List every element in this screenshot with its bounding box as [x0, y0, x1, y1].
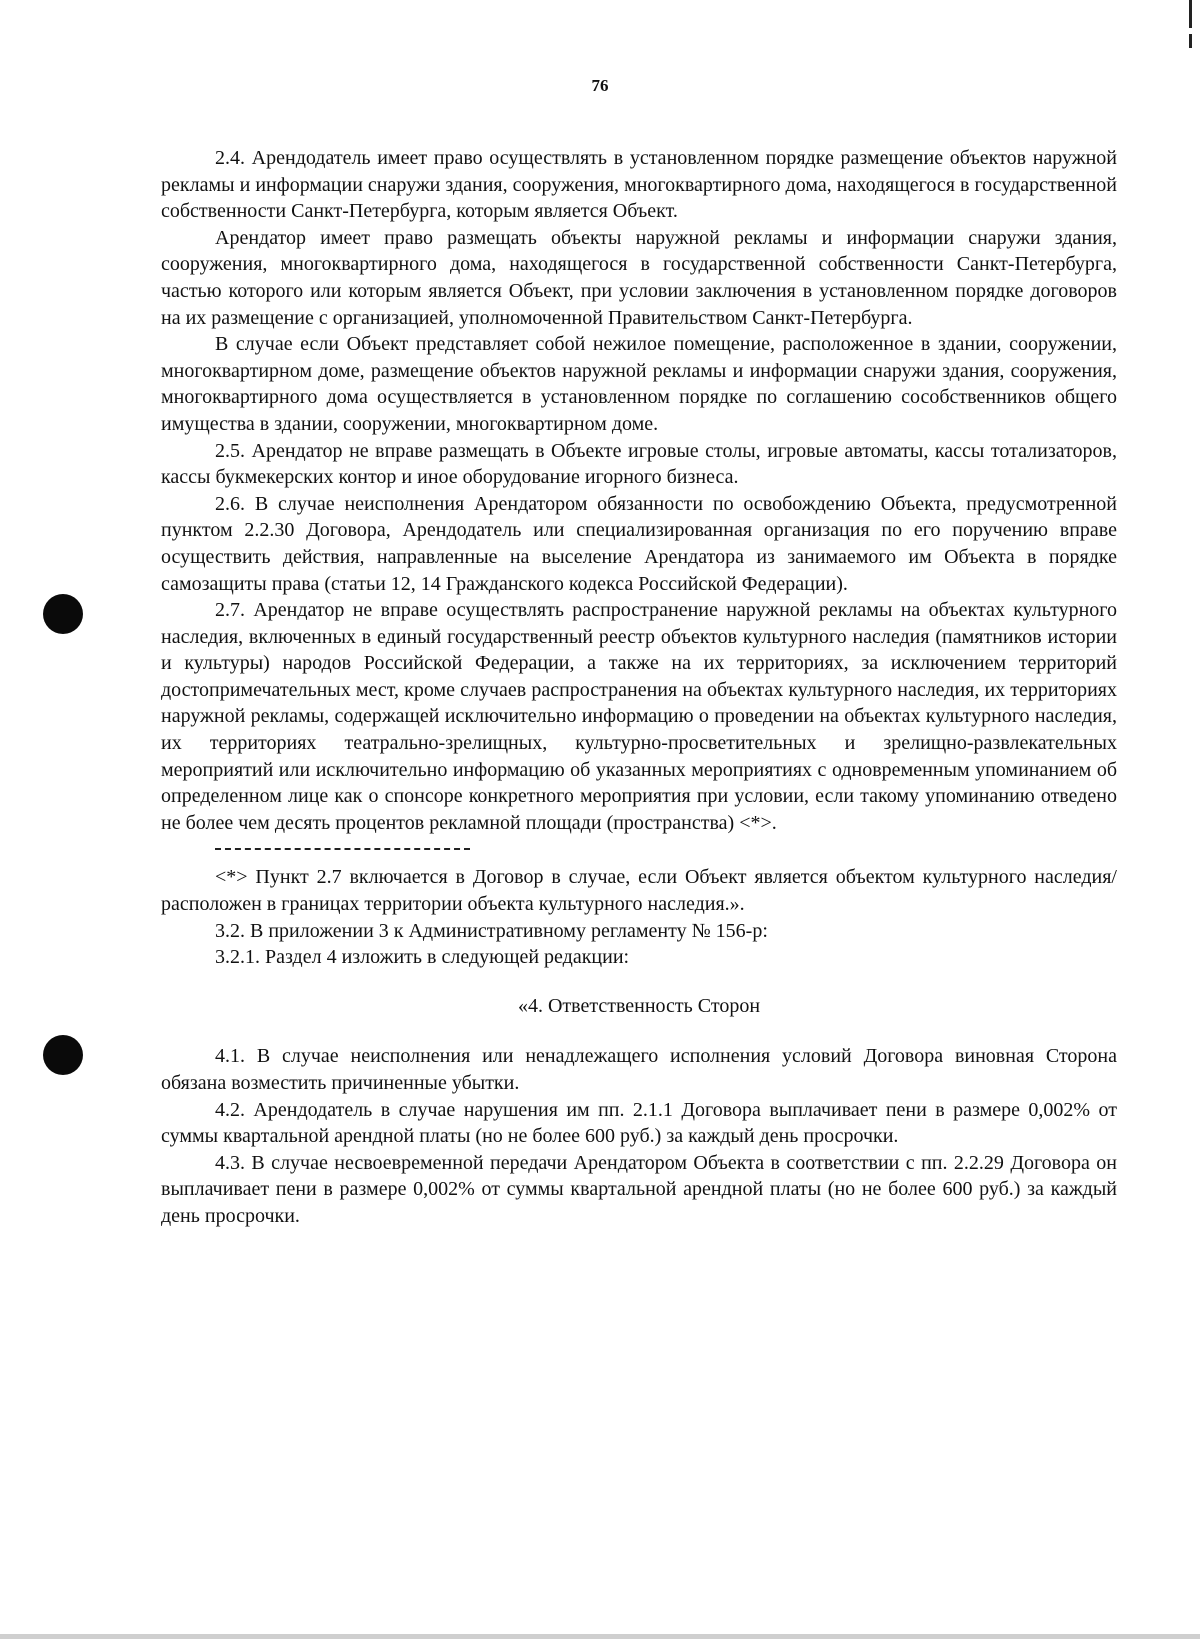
paragraph-3-2: 3.2. В приложении 3 к Административному регламенту № 156-р:: [215, 919, 768, 942]
paragraph-2-7: 2.7. Арендатор не вправе осуществлять распространение наружной рекламы на объектах культурного наследия, включенных в единый государственный реестр объектов культурного наследия (памятников истории и культуры) народов Российской Федерации, а также на их территориях, за исключением территорий достопримечательных мест, кроме случаев распространения на объектах культурного наследия, их территориях наружной рекламы, содержащей исключительно информацию о проведении на объектах культурного наследия, их территориях театрально-зрелищных, культурно-просветительных и зрелищно-развлекательных мероприятий или исключительно информацию об указанных мероприятиях с одновременным упоминанием об определенном лице как о спонсоре конкретного мероприятия при условии, если такому упоминанию отведено не более чем десять процентов рекламной площади (пространства) <*>.: [161, 599, 1117, 834]
paragraph-2-4: 2.4. Арендодатель имеет право осуществлять в установленном порядке размещение объектов наружной рекламы и информации снаружи здания, сооружения, многоквартирного дома, находящегося в государственной собственности Санкт-Петербурга, которым является Объект.: [161, 147, 1117, 223]
scan-bottom-edge: [0, 1634, 1200, 1639]
paragraph-non-residential: В случае если Объект представляет собой нежилое помещение, расположенное в здании, сооружении, многоквартирном доме, размещение объектов наружной рекламы и информации снаружи здания, сооружения, многоквартирного дома осуществляется в установленном порядке по соглашению сособственников общего имущества в здании, сооружении, многоквартирном доме.: [161, 333, 1117, 435]
scan-edge-mark: [1189, 34, 1192, 48]
paragraph-2-5: 2.5. Арендатор не вправе размещать в Объекте игровые столы, игровые автоматы, кассы тотализаторов, кассы букмекерских контор и иное оборудование игорного бизнеса.: [161, 439, 1117, 489]
punch-hole: [43, 1035, 83, 1075]
footnote: <*> Пункт 2.7 включается в Договор в случае, если Объект является объектом культурного наследия/расположен в границах территории объекта культурного наследия.».: [161, 866, 1117, 916]
section-heading: «4. Ответственность Сторон: [517, 994, 761, 1017]
scan-edge-mark: [1189, 0, 1192, 28]
footnote-separator: [215, 848, 470, 850]
page-number: 76: [591, 76, 609, 95]
document-body: [161, 145, 1117, 1230]
paragraph-4-2: 4.2. Арендодатель в случае нарушения им пп. 2.1.1 Договора выплачивает пени в размере 0,002% от суммы квартальной арендной платы (но не более 600 руб.) за каждый день просрочки.: [161, 1098, 1117, 1148]
paragraph-4-1: 4.1. В случае неисполнения или ненадлежащего исполнения условий Договора виновная Сторона обязана возместить причиненные убытки.: [161, 1045, 1117, 1094]
paragraph-3-2-1: 3.2.1. Раздел 4 изложить в следующей редакции:: [215, 946, 630, 969]
paragraph-tenant-rights: Арендатор имеет право размещать объекты наружной рекламы и информации снаружи здания, сооружения, многоквартирного дома, находящегося в государственной собственности Санкт-Петербурга, частью которого или которым является Объект, при условии заключения в установленном порядке договоров на их размещение с организацией, уполномоченной Правительством Санкт-Петербурга.: [161, 226, 1117, 329]
punch-hole: [43, 594, 83, 634]
paragraph-2-6: 2.6. В случае неисполнения Арендатором обязанности по освобождению Объекта, предусмотренной пунктом 2.2.30 Договора, Арендодатель или специализированная организация по его поручению вправе осуществить действия, направленные на выселение Арендатора из занимаемого им Объекта в порядке самозащиты права (статьи 12, 14 Гражданского кодекса Российской Федерации).: [161, 492, 1117, 595]
paragraph-4-3: 4.3. В случае несвоевременной передачи Арендатором Объекта в соответствии с пп. 2.2.29 Договора он выплачивает пени в размере 0,002% от суммы квартальной арендной платы (но не более 600 руб.) за каждый день просрочки.: [161, 1151, 1117, 1227]
